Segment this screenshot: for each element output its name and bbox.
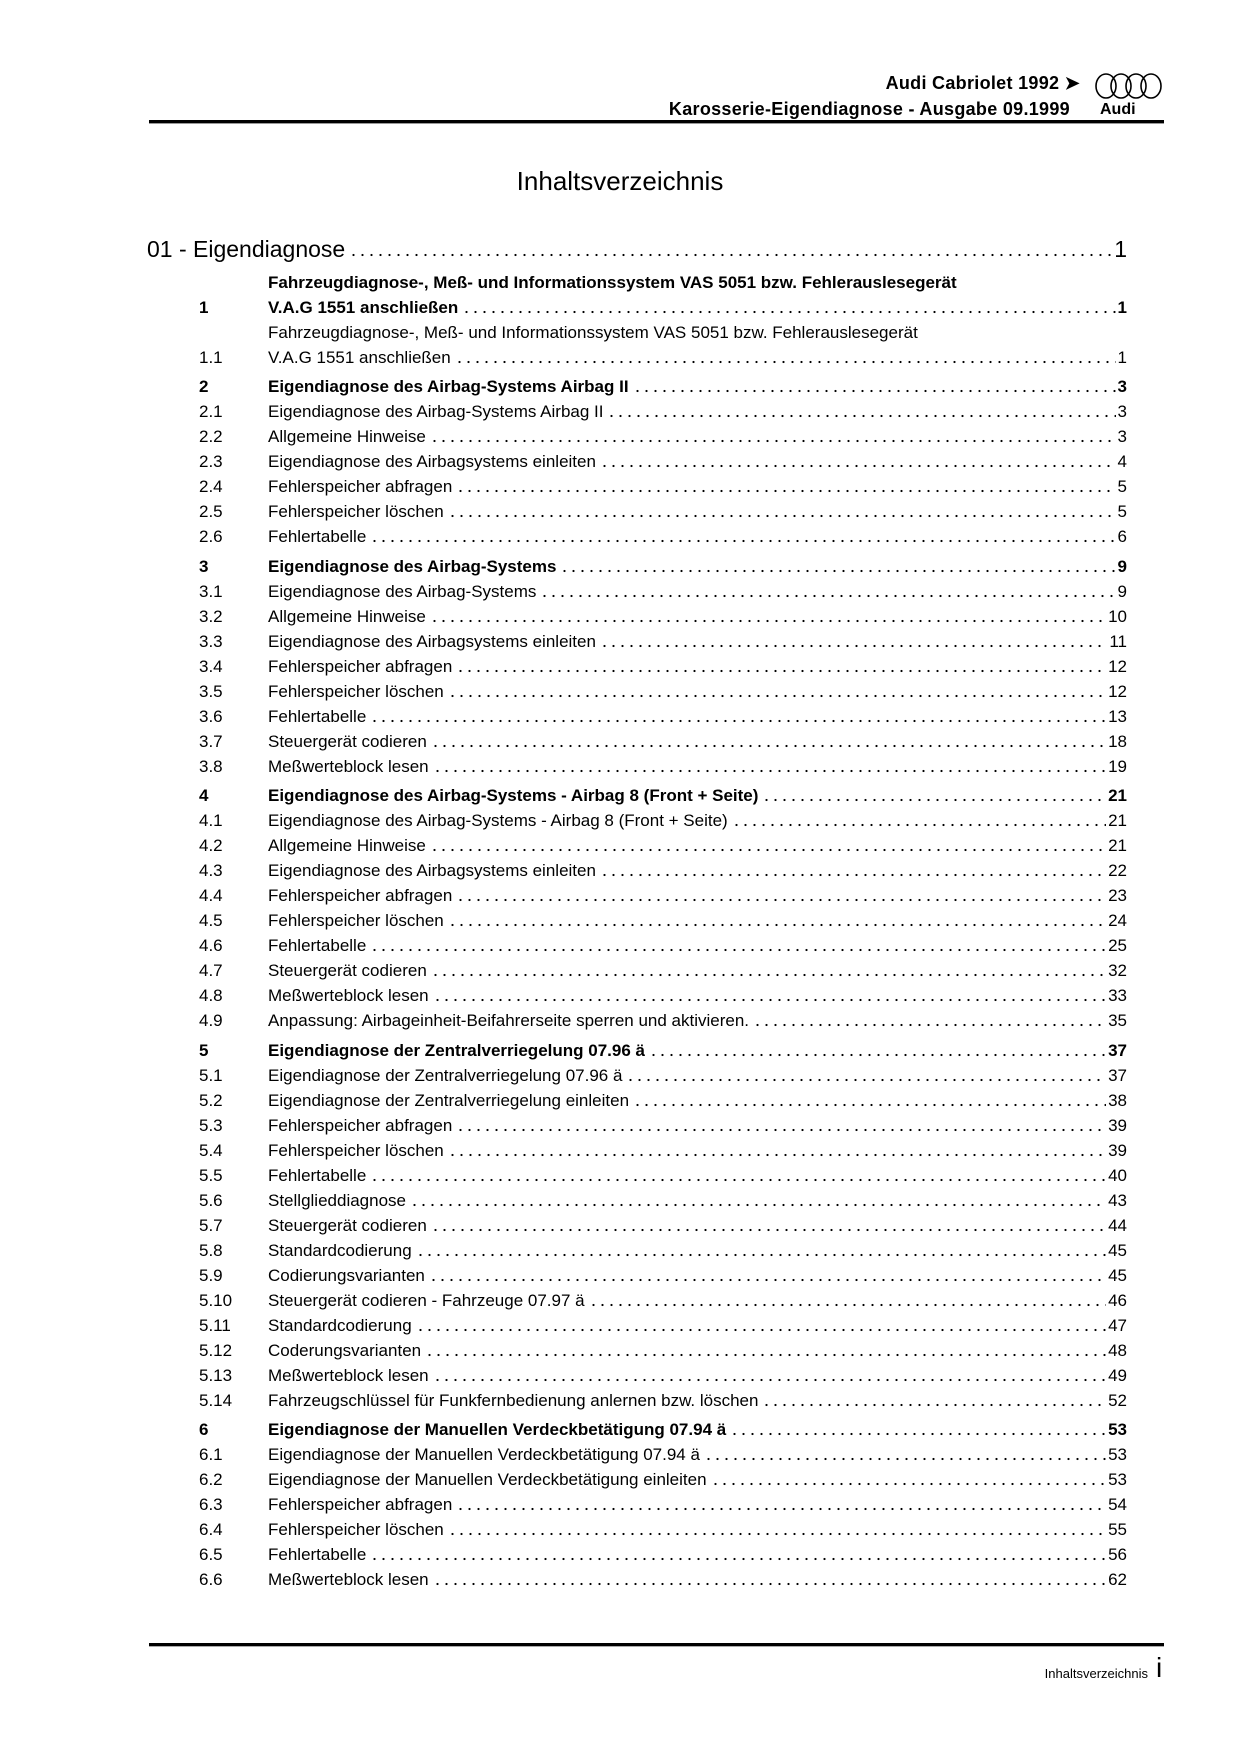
entry-title: Fehlerspeicher löschen <box>268 681 444 701</box>
dot-leader <box>607 414 1115 418</box>
dot-leader <box>370 539 1115 543</box>
entry-number: 2.6 <box>199 527 223 547</box>
dot-leader <box>762 798 1106 802</box>
entry-title: Meßwerteblock lesen <box>268 986 429 1006</box>
page-number: 4 <box>1117 452 1127 472</box>
toc-entry[interactable] <box>147 908 1127 933</box>
toc-entry[interactable] <box>147 958 1127 983</box>
entry-number: 4.1 <box>199 811 223 831</box>
page-number: 5 <box>1117 477 1127 497</box>
entry-number: 5.3 <box>199 1115 223 1135</box>
entry-title: Fahrzeugschlüssel für Funkfernbedienung anlernen bzw. löschen <box>268 1390 759 1410</box>
entry-number: 4.3 <box>199 861 223 881</box>
entry-title: Fehlerspeicher löschen <box>268 1519 444 1539</box>
dot-leader <box>540 594 1115 598</box>
toc-entry[interactable] <box>147 1213 1127 1238</box>
toc-entry[interactable] <box>147 1138 1127 1163</box>
entry-number: 3.4 <box>199 656 223 676</box>
entry-title: Steuergerät codieren <box>268 731 427 751</box>
footer-section: Inhaltsverzeichnis <box>1044 1666 1148 1681</box>
toc-entry[interactable] <box>147 1442 1127 1467</box>
page-number: 53 <box>1108 1419 1127 1439</box>
page-number: 33 <box>1108 986 1127 1006</box>
dot-leader <box>762 1403 1106 1407</box>
page-number: 3 <box>1117 427 1127 447</box>
entry-number: 4.7 <box>199 961 223 981</box>
entry-number: 3 <box>199 556 209 576</box>
dot-leader <box>370 719 1106 723</box>
dot-leader <box>732 823 1106 827</box>
entry-number: 6.6 <box>199 1569 223 1589</box>
dot-leader <box>431 744 1106 748</box>
dot-leader <box>456 669 1106 673</box>
page-number: 37 <box>1108 1040 1127 1060</box>
page-number: 55 <box>1108 1519 1127 1539</box>
dot-leader <box>370 1178 1106 1182</box>
page-number: 12 <box>1108 681 1127 701</box>
toc-entry[interactable] <box>147 1263 1127 1288</box>
dot-leader <box>456 898 1106 902</box>
dot-leader <box>455 360 1116 364</box>
toc-entry[interactable] <box>147 858 1127 883</box>
toc-entry[interactable] <box>147 883 1127 908</box>
dot-leader <box>626 1078 1106 1082</box>
entry-title: Fehlerspeicher löschen <box>268 1140 444 1160</box>
page-number: 12 <box>1108 656 1127 676</box>
dot-leader <box>448 1153 1106 1157</box>
dot-leader <box>433 998 1106 1002</box>
toc-entry[interactable] <box>147 1567 1127 1592</box>
entry-number: 3.7 <box>199 731 223 751</box>
entry-title: Steuergerät codieren <box>268 961 427 981</box>
toc-chapter[interactable] <box>147 234 1127 264</box>
entry-title: Fehlerspeicher abfragen <box>268 1115 453 1135</box>
page-number: 24 <box>1108 911 1127 931</box>
entry-number: 5.4 <box>199 1140 223 1160</box>
dot-leader <box>730 1432 1106 1436</box>
toc-entry[interactable] <box>147 754 1127 779</box>
entry-title: Eigendiagnose der Zentralverriegelung 07.96 ä <box>268 1040 645 1060</box>
entry-title-line1: Fahrzeugdiagnose-, Meß- und Informationssystem VAS 5051 bzw. Fehlerauslesegerät <box>268 323 918 342</box>
dot-leader <box>448 694 1106 698</box>
dot-leader <box>429 1278 1106 1282</box>
entry-number: 2.4 <box>199 477 223 497</box>
page-number: 53 <box>1108 1469 1127 1489</box>
entry-title-block <box>268 270 1127 320</box>
dot-leader <box>416 1328 1106 1332</box>
header-divider <box>149 120 1164 124</box>
toc-entry[interactable] <box>147 320 1127 370</box>
entry-number: 5.14 <box>199 1390 233 1410</box>
dot-leader <box>456 1128 1106 1132</box>
dot-leader <box>430 619 1106 623</box>
dot-leader <box>560 569 1115 573</box>
entry-number: 2 <box>199 377 209 397</box>
page-number: 6 <box>1117 527 1127 547</box>
page-number: 10 <box>1108 606 1127 626</box>
entry-title: Allgemeine Hinweise <box>268 606 426 626</box>
toc-entry[interactable] <box>147 270 1127 320</box>
page-number: 52 <box>1108 1390 1127 1410</box>
dot-leader <box>448 1532 1106 1536</box>
entry-title: Eigendiagnose der Zentralverriegelung einleiten <box>268 1090 630 1110</box>
toc-entry[interactable] <box>147 1363 1127 1388</box>
toc-entry[interactable] <box>147 1088 1127 1113</box>
entry-title: Eigendiagnose des Airbag-Systems Airbag II <box>268 402 604 422</box>
entry-title: Steuergerät codieren <box>268 1215 427 1235</box>
entry-title: Eigendiagnose des Airbagsystems einleiten <box>268 631 596 651</box>
page-number: 47 <box>1108 1315 1127 1335</box>
entry-title: Meßwerteblock lesen <box>268 756 429 776</box>
dot-leader <box>448 923 1106 927</box>
page-number: 45 <box>1108 1240 1127 1260</box>
entry-number: 5.6 <box>199 1190 223 1210</box>
page-number: 49 <box>1108 1365 1127 1385</box>
entry-number: 6 <box>199 1419 209 1439</box>
dot-leader <box>633 1103 1106 1107</box>
toc-entry[interactable] <box>147 1163 1127 1188</box>
entry-title: Fehlertabelle <box>268 936 367 956</box>
entry-number: 6.4 <box>199 1519 223 1539</box>
entry-title: Eigendiagnose der Zentralverriegelung 07.96 ä <box>268 1065 623 1085</box>
page-number: 35 <box>1108 1011 1127 1031</box>
toc-entry[interactable] <box>147 499 1127 524</box>
entry-number: 3.2 <box>199 606 223 626</box>
entry-title: Eigendiagnose des Airbagsystems einleiten <box>268 861 596 881</box>
entry-title: Codierungsvarianten <box>268 1265 425 1285</box>
entry-number: 5.11 <box>199 1315 231 1335</box>
toc-entry[interactable] <box>147 374 1127 399</box>
toc-entry[interactable] <box>147 1188 1127 1213</box>
entry-title: Eigendiagnose des Airbag-Systems Airbag II <box>268 377 629 397</box>
dot-leader <box>753 1023 1106 1027</box>
entry-number: 5.7 <box>199 1215 223 1235</box>
entry-number: 3.3 <box>199 631 223 651</box>
entry-number: 5 <box>199 1040 209 1060</box>
audi-brand-logo: Audi <box>1100 101 1136 118</box>
entry-number: 5.9 <box>199 1265 223 1285</box>
toc-entry[interactable] <box>147 1338 1127 1363</box>
entry-title: Eigendiagnose der Manuellen Verdeckbetätigung 07.94 ä <box>268 1444 700 1464</box>
entry-title: Meßwerteblock lesen <box>268 1365 429 1385</box>
entry-number: 4.8 <box>199 986 223 1006</box>
entry-title: V.A.G 1551 anschließen <box>268 348 451 367</box>
entry-title: Eigendiagnose der Manuellen Verdeckbetätigung einleiten <box>268 1469 707 1489</box>
entry-title: Eigendiagnose des Airbagsystems einleiten <box>268 452 596 472</box>
entry-title: Fehlerspeicher abfragen <box>268 477 453 497</box>
page-number: 48 <box>1108 1340 1127 1360</box>
toc-entry[interactable] <box>147 679 1127 704</box>
entry-title: Fehlerspeicher abfragen <box>268 1494 453 1514</box>
toc-entry[interactable] <box>147 1063 1127 1088</box>
dot-leader <box>448 514 1116 518</box>
entry-number: 4.9 <box>199 1011 223 1031</box>
toc-entry[interactable] <box>147 933 1127 958</box>
toc-entry[interactable] <box>147 1038 1127 1063</box>
page-number: 40 <box>1108 1165 1127 1185</box>
page-number: 46 <box>1108 1290 1127 1310</box>
toc-entry[interactable] <box>147 1517 1127 1542</box>
dot-leader <box>704 1457 1106 1461</box>
entry-title-line2 <box>268 295 1127 320</box>
dot-leader <box>462 310 1115 314</box>
toc-entry[interactable] <box>147 1238 1127 1263</box>
entry-title: Meßwerteblock lesen <box>268 1569 429 1589</box>
entry-number: 6.3 <box>199 1494 223 1514</box>
page-number: 1 <box>1117 348 1127 367</box>
entry-title: Allgemeine Hinweise <box>268 836 426 856</box>
toc-entry[interactable] <box>147 1542 1127 1567</box>
dot-leader <box>433 1582 1106 1586</box>
dot-leader <box>711 1482 1107 1486</box>
entry-number: 3.6 <box>199 706 223 726</box>
entry-title: Stellglieddiagnose <box>268 1190 406 1210</box>
entry-number: 4.6 <box>199 936 223 956</box>
page-number: 5 <box>1117 502 1127 522</box>
entry-number: 4.5 <box>199 911 223 931</box>
entry-number: 5.13 <box>199 1365 233 1385</box>
entry-title: Fehlertabelle <box>268 1165 367 1185</box>
toc-entry[interactable] <box>147 833 1127 858</box>
entry-title: Standardcodierung <box>268 1315 412 1335</box>
chapter-label: 01 - Eigendiagnose <box>147 236 346 262</box>
entry-number: 2.2 <box>199 427 223 447</box>
entry-number: 4 <box>199 786 209 806</box>
entry-title: Fehlertabelle <box>268 706 367 726</box>
toc-entry[interactable] <box>147 1113 1127 1138</box>
dot-leader <box>416 1253 1106 1257</box>
page-number: 54 <box>1108 1494 1127 1514</box>
entry-number: 5.5 <box>199 1165 223 1185</box>
page-number: 56 <box>1108 1544 1127 1564</box>
dot-leader <box>370 948 1106 952</box>
entry-number: 2.3 <box>199 452 223 472</box>
toc-entry[interactable] <box>147 1288 1127 1313</box>
dot-leader <box>431 973 1106 977</box>
page-number: 21 <box>1108 811 1127 831</box>
entry-title: Eigendiagnose des Airbag-Systems - Airbag 8 (Front + Seite) <box>268 786 759 806</box>
dot-leader <box>425 1353 1106 1357</box>
entry-number: 5.10 <box>199 1290 233 1310</box>
entry-title: Eigendiagnose des Airbag-Systems - Airbag 8 (Front + Seite) <box>268 811 728 831</box>
dot-leader <box>633 389 1116 393</box>
dot-leader <box>433 769 1106 773</box>
toc-entry[interactable] <box>147 474 1127 499</box>
dot-leader <box>410 1203 1106 1207</box>
page-number: 43 <box>1108 1190 1127 1210</box>
entry-number: 4.4 <box>199 886 223 906</box>
toc-entry[interactable] <box>147 604 1127 629</box>
header-model: Audi Cabriolet 1992 ➤ <box>885 73 1080 93</box>
entry-title: Eigendiagnose des Airbag-Systems <box>268 581 537 601</box>
toc-entry[interactable] <box>147 783 1127 808</box>
dot-leader <box>600 464 1116 468</box>
toc-entry[interactable] <box>147 399 1127 424</box>
toc-entry[interactable] <box>147 579 1127 604</box>
toc-entry[interactable] <box>147 449 1127 474</box>
toc-entry[interactable] <box>147 704 1127 729</box>
page-number: 45 <box>1108 1265 1127 1285</box>
entry-number: 1 <box>199 298 209 317</box>
dot-leader <box>600 644 1107 648</box>
dot-leader <box>349 253 1112 257</box>
entry-number: 3.1 <box>199 581 223 601</box>
toc-entry[interactable] <box>147 1313 1127 1338</box>
toc-entry[interactable] <box>147 424 1127 449</box>
entry-number: 3.5 <box>199 681 223 701</box>
toc-entry[interactable] <box>147 554 1127 579</box>
page-number: 39 <box>1108 1140 1127 1160</box>
entry-title: Anpassung: Airbageinheit-Beifahrerseite sperren und aktivieren. <box>268 1011 750 1031</box>
entry-title: Fehlerspeicher löschen <box>268 911 444 931</box>
page-number: 9 <box>1117 581 1127 601</box>
entry-number: 6.5 <box>199 1544 223 1564</box>
entry-number: 3.8 <box>199 756 223 776</box>
page-number: 21 <box>1108 836 1127 856</box>
footer-divider <box>149 1643 1164 1647</box>
page-number: 32 <box>1108 961 1127 981</box>
audi-rings-logo-icon <box>1094 72 1164 100</box>
entry-number: 5.8 <box>199 1240 223 1260</box>
page-number: 19 <box>1108 756 1127 776</box>
toc-entry[interactable] <box>147 1417 1127 1442</box>
entry-number: 4.2 <box>199 836 223 856</box>
page-number: 22 <box>1108 861 1127 881</box>
page-number: 53 <box>1108 1444 1127 1464</box>
page-number: 25 <box>1108 936 1127 956</box>
toc-entry[interactable] <box>147 1492 1127 1517</box>
page-number: 21 <box>1108 786 1127 806</box>
toc-entry[interactable] <box>147 1467 1127 1492</box>
entry-number: 1.1 <box>199 348 223 367</box>
entry-title: Fehlerspeicher abfragen <box>268 886 453 906</box>
entry-title: Standardcodierung <box>268 1240 412 1260</box>
entry-number: 5.1 <box>199 1065 223 1085</box>
entry-title: Fehlertabelle <box>268 1544 367 1564</box>
page-number: 3 <box>1117 377 1127 397</box>
dot-leader <box>433 1378 1106 1382</box>
footer-page-number: i <box>1156 1652 1163 1683</box>
entry-title: Allgemeine Hinweise <box>268 427 426 447</box>
entry-title: Fehlertabelle <box>268 527 367 547</box>
dot-leader <box>649 1053 1106 1057</box>
entry-number: 6.2 <box>199 1469 223 1489</box>
entry-title: Fehlerspeicher löschen <box>268 502 444 522</box>
dot-leader <box>589 1303 1106 1307</box>
page-number: 11 <box>1109 631 1127 651</box>
entry-title: Fehlerspeicher abfragen <box>268 656 453 676</box>
toc-entry[interactable] <box>147 1388 1127 1413</box>
page-title: Inhaltsverzeichnis <box>516 166 724 196</box>
header-manual-title: Karosserie-Eigendiagnose - Ausgabe 09.1999 <box>668 99 1070 119</box>
toc-entry[interactable] <box>147 729 1127 754</box>
page-number: 38 <box>1108 1090 1127 1110</box>
entry-title: Eigendiagnose der Manuellen Verdeckbetätigung 07.94 ä <box>268 1419 727 1439</box>
page-number: 39 <box>1108 1115 1127 1135</box>
entry-title-line2 <box>268 345 1127 370</box>
dot-leader <box>456 489 1115 493</box>
entry-number: 5.12 <box>199 1340 233 1360</box>
page-number: 3 <box>1117 402 1127 422</box>
entry-number: 5.2 <box>199 1090 223 1110</box>
entry-number: 6.1 <box>199 1444 223 1464</box>
dot-leader <box>430 848 1106 852</box>
toc-entry[interactable] <box>147 524 1127 549</box>
entry-number: 2.1 <box>199 402 223 422</box>
toc-entry[interactable] <box>147 654 1127 679</box>
toc-entry[interactable] <box>147 629 1127 654</box>
toc-entry[interactable] <box>147 808 1127 833</box>
page-number: 23 <box>1108 886 1127 906</box>
entry-title: Steuergerät codieren - Fahrzeuge 07.97 ä <box>268 1290 585 1310</box>
dot-leader <box>431 1228 1106 1232</box>
dot-leader <box>456 1507 1106 1511</box>
entry-title: V.A.G 1551 anschließen <box>268 298 459 317</box>
dot-leader <box>430 439 1116 443</box>
page-number: 18 <box>1108 731 1127 751</box>
page-number: 44 <box>1108 1215 1127 1235</box>
table-of-contents <box>147 234 1127 1592</box>
entry-title: Coderungsvarianten <box>268 1340 422 1360</box>
entry-title-block <box>268 320 1127 370</box>
toc-entry[interactable] <box>147 983 1127 1008</box>
entry-number: 2.5 <box>199 502 223 522</box>
dot-leader <box>370 1557 1106 1561</box>
entry-title-line1: Fahrzeugdiagnose-, Meß- und Informationssystem VAS 5051 bzw. Fehlerauslesegerät <box>268 273 957 292</box>
page-number: 62 <box>1108 1569 1127 1589</box>
page-number: 13 <box>1108 706 1127 726</box>
dot-leader <box>600 873 1106 877</box>
toc-entries <box>147 270 1127 1592</box>
toc-entry[interactable] <box>147 1008 1127 1033</box>
entry-title: Eigendiagnose des Airbag-Systems <box>268 556 557 576</box>
page-number: 37 <box>1108 1065 1127 1085</box>
page-number: 1 <box>1114 236 1127 262</box>
page-number: 1 <box>1117 298 1127 317</box>
page-number: 9 <box>1117 556 1127 576</box>
